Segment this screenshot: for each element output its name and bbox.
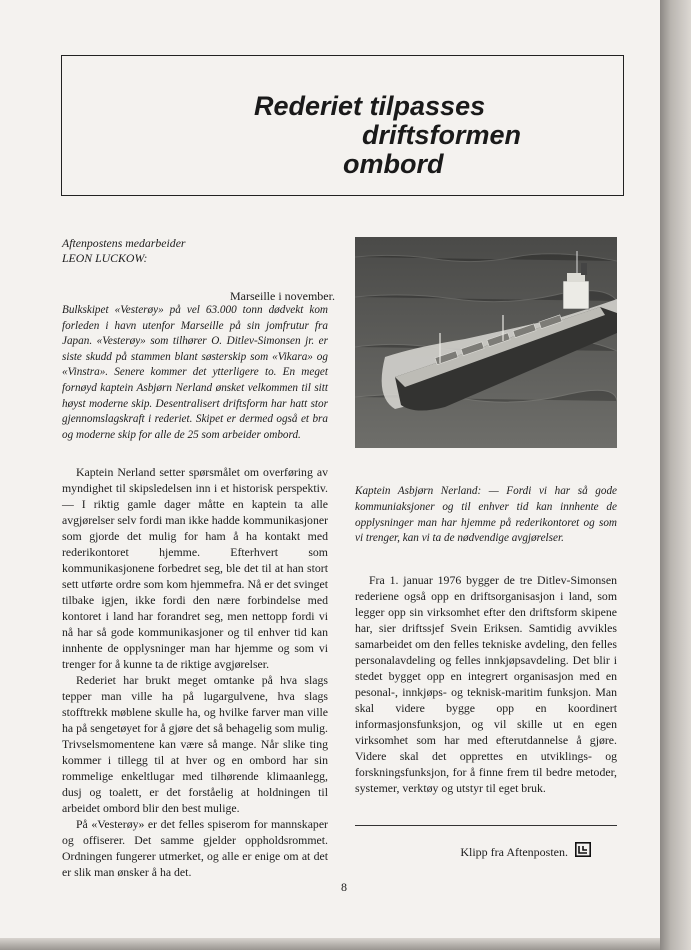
paragraph: Rederiet har brukt meget omtanke på hva slags tepper man ville ha på lugargulvene, hva slags stofftrekk møblene skulle ha, og hvilke farver man ville ha på sengetøyet for å gjøre det så behagelig som mulig. Trivselsmomentene kan være så mange. Når slike ting kommer i tillegg til at hver og en ombord har sin rommelige enkeltlugar med tilhørende klimaanlegg, dusj og toalett, er det forståelig at holdningen til arbeidet ombord blir den best mulige. <box>62 673 328 815</box>
lead-paragraph: Bulkskipet «Vesterøy» på vel 63.000 tonn dødvekt kom forleden i havn utenfor Marseille på sin jomfrutur fra Japan. «Vesterøy» som tilhører O. Ditlev-Simonsen jr. er siste skudd på stammen blant søsterskip som «Vikara» og «Vinstra». Senere kommer det ytterligere to. En meget fornøyd kaptein Asbjørn Nerland ønsket velkommen til sitt høyst moderne skip. Desentralisert driftsform har hatt stor gjennomslagskraft i rederiet. Skipet er dermed også et bra og moderne skip for alle de 25 som arbeider ombord. <box>62 304 328 441</box>
source-credit: Klipp fra Aftenposten. <box>460 845 568 859</box>
body-column-left <box>62 464 328 880</box>
title-box <box>61 55 624 196</box>
page-edge-shadow <box>660 0 691 950</box>
photo-caption: Kaptein Asbjørn Nerland: — Fordi vi har så gode kommuniaksjoner og til enhver tid kan innhente de opplysninger man har hjemme på rederikontoret og som vi trenger, kan vi ta de nødvendige avgjørelser. <box>355 485 617 545</box>
body-column-right <box>355 572 617 796</box>
paragraph: Fra 1. januar 1976 bygger de tre Ditlev-Simonsen rederiene også opp en driftsorganisasjon i land, som legger opp sin virksomhet efter den driftsform skipene har, sier driftssjef Svein Eriksen. Samtidig avvikles samarbeidet om den felles tekniske avdeling, den felles personalavdeling og felles innkjøpsavdeling. Det blir i stedet bygget opp en integrert organisasjon med en pesonal-, innkjøps- og teknisk-maritim funksjon. Man skal videre bygge opp en koordinert informasjonsfunksjon, og vil skille ut en egen virksomhet som har med efterutdannelse å gjøre. Videre skal det opprettes en utviklings- og forskningsfunksjon, for å finne frem til bedre metoder, systemer, verktøy og utstyr til eget bruk. <box>355 573 617 795</box>
byline-author: LEON LUCKOW: <box>62 251 148 265</box>
title-line-2: driftsformen <box>362 120 522 150</box>
paragraph: På «Vesterøy» er det felles spiserom for mannskaper og offiserer. Det samme gjelder oppholdsrommet. Ordningen fungerer utmerket, og alle er enige om at det er slik man ønsker å ha det. <box>62 817 328 879</box>
byline <box>62 236 322 266</box>
divider <box>355 825 617 826</box>
dateline: Marseille i november. <box>230 289 335 303</box>
paragraph: Kaptein Nerland setter spørsmålet om overføring av myndighet til skipsledelsen inn i et historisk perspektiv. — I riktig gamle dager måtte en kaptein ta alle avgjørelser selv fordi man ikke hadde kommunikasjoner som gjorde det mulig for ham å ha kontakt med rederikontoret hjemme. Efterhvert som kommunikasjonene forbedret seg, ble det til at han stort sett utførte ordre som kom hjemmefra. Nå er det svinget tilbake igjen, ikke fordi den nære forbindelse med kontoret i land har forandret seg, men nettopp fordi vi nå har så gode kommunikasjoner og til enhver tid kan innhente de opplysninger man har hjemme og som vi trenger for å kunne ta de riktige avgjørelser. <box>62 465 329 671</box>
bulk-carrier-ship-photo <box>355 237 617 448</box>
byline-outlet: Aftenpostens medarbeider <box>62 236 186 250</box>
page-edge-bottom <box>0 938 660 950</box>
page-number: 8 <box>341 880 347 894</box>
title-line-1: Rederiet tilpasses <box>254 91 486 121</box>
publication-logo-icon <box>575 842 591 857</box>
title-line-3: ombord <box>343 149 444 179</box>
